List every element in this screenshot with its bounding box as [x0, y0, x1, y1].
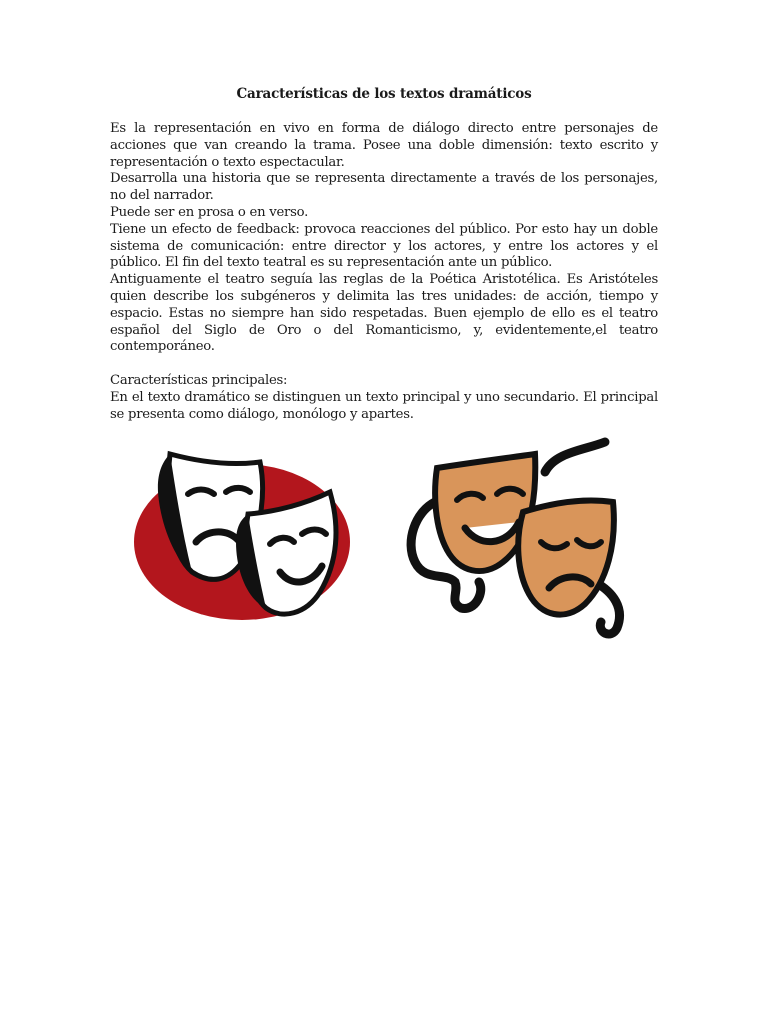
theatre-masks-red-circle-icon	[130, 432, 355, 622]
paragraph-form: Puede ser en prosa o en verso.	[110, 204, 309, 220]
section-heading: Características principales:	[110, 372, 288, 388]
section-paragraph: En el texto dramático se distinguen un texto principal y uno secundario. El principal se presenta como diálogo, monólogo y apartes.	[110, 389, 658, 422]
paragraph-definition: Es la representación en vivo en forma de diálogo directo entre personajes de acciones que van creando la trama. Posee una doble dimensión: texto escrito y representación o texto espectacular.	[110, 121, 658, 170]
document-title: Características de los textos dramáticos	[236, 86, 532, 102]
theatre-masks-orange-icon	[395, 432, 640, 642]
document-body	[110, 121, 658, 423]
paragraph-story: Desarrolla una historia que se representa directamente a través de los personajes, no del narrador.	[110, 171, 658, 204]
paragraph-history: Antiguamente el teatro seguía las reglas de la Poética Aristotélica. Es Aristóteles quien describe los subgéneros y delimita las tres unidades: de acción, tiempo y espacio. Estas no siempre han sido respetadas. Buen ejemplo de ello es el teatro español del Siglo de Oro o del Romanticismo, y, evidentemente,el teatro contemporáneo.	[110, 272, 658, 355]
paragraph-feedback: Tiene un efecto de feedback: provoca reacciones del público. Por esto hay un doble sistema de comunicación: entre director y los actores, y entre los actores y el público. El fin del texto teatral es su representación ante un público.	[110, 221, 658, 271]
